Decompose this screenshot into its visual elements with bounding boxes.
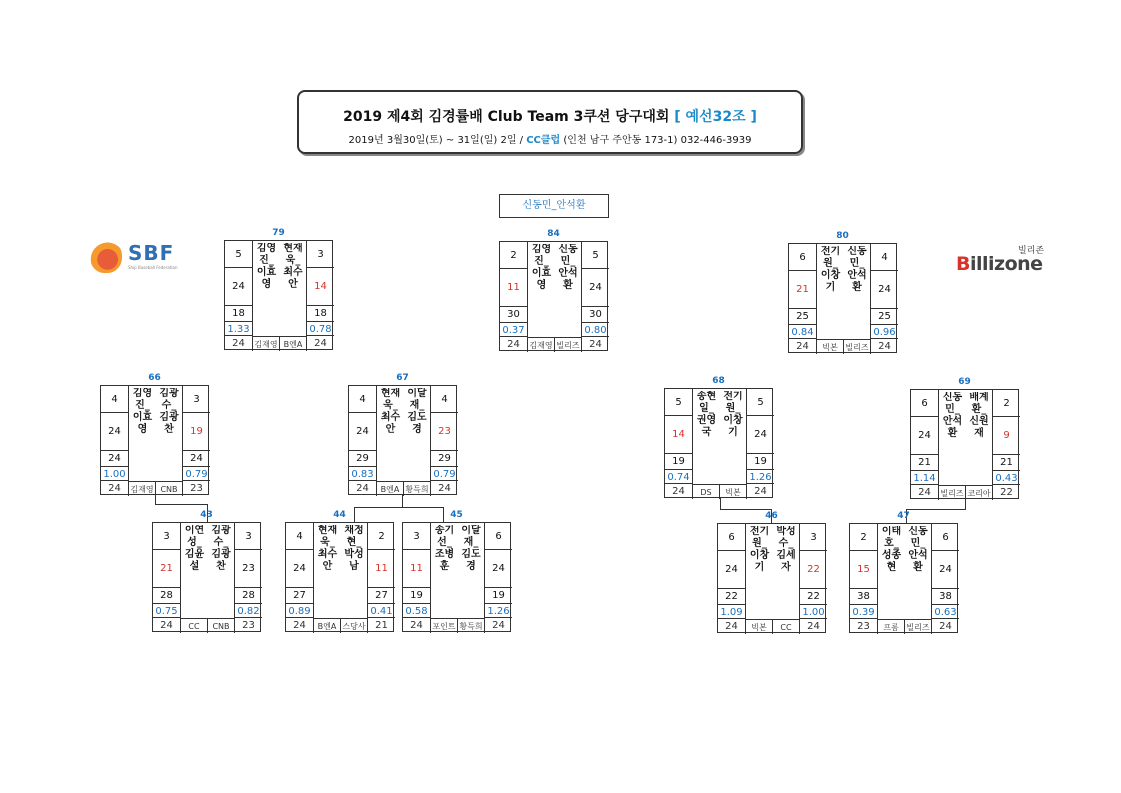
club-name: B엔A (377, 481, 404, 496)
innings: 27 (286, 588, 314, 603)
club-name: B엔A (280, 336, 306, 351)
score: 22 (799, 551, 827, 589)
seed-number: 6 (718, 524, 746, 551)
bracket-line (354, 507, 444, 508)
player-names: 전기원_이창기 (723, 391, 743, 438)
innings: 29 (349, 451, 377, 466)
tournament-info: 2019년 3월30일(토) ~ 31일(일) 2일 / CC클럽 (인천 남구 주안동 173-1) 032-446-3939 (348, 135, 752, 146)
score: 14 (665, 416, 693, 454)
average: 0.89 (286, 603, 314, 618)
match-number: 46 (765, 511, 778, 521)
target-score: 24 (931, 619, 959, 634)
innings: 19 (746, 454, 774, 469)
target-score: 21 (367, 618, 395, 633)
match-box (100, 385, 209, 495)
average: 0.75 (153, 603, 181, 618)
average: 0.80 (581, 322, 609, 337)
billizone-logo: 빌리존 Billizone (956, 246, 1045, 275)
average: 1.14 (911, 470, 939, 485)
match-number: 80 (836, 231, 849, 241)
target-score: 23 (182, 481, 210, 496)
seed-number: 4 (430, 386, 458, 413)
flame-icon (90, 239, 122, 273)
player-names: 이달재_김도경 (461, 525, 481, 572)
match-number: 45 (450, 510, 463, 520)
average: 1.09 (718, 604, 746, 619)
target-score: 24 (403, 618, 431, 633)
innings: 30 (581, 307, 609, 322)
target-score: 24 (581, 337, 609, 352)
score: 23 (430, 413, 458, 451)
average: 0.82 (234, 603, 262, 618)
average: 0.84 (789, 324, 817, 339)
target-score: 24 (225, 336, 253, 351)
club-name: 빌리즈 (555, 337, 581, 352)
target-score: 24 (789, 339, 817, 354)
match-number: 84 (547, 229, 560, 239)
score: 24 (911, 417, 939, 455)
club-name: CNB (208, 618, 234, 633)
billizone-b-icon: B (956, 253, 970, 275)
average: 0.78 (306, 321, 334, 336)
target-score: 23 (234, 618, 262, 633)
score: 24 (746, 416, 774, 454)
player-names: 현재욱_최수안 (380, 388, 401, 435)
player-names: 신동민_안석환 (908, 526, 928, 573)
target-score: 24 (349, 481, 377, 496)
seed-number: 2 (500, 242, 528, 269)
target-score: 24 (430, 481, 458, 496)
club-name: 프롬 (878, 619, 905, 634)
innings: 27 (367, 588, 395, 603)
innings: 21 (911, 455, 939, 470)
club-name: DS (693, 484, 720, 499)
sbf-logo: SBF Ship Baseball Federation (90, 237, 200, 277)
score: 24 (931, 551, 959, 589)
club-name: 빅본 (746, 619, 773, 634)
venue-name: CC클럽 (526, 135, 561, 146)
match-box (664, 388, 773, 498)
score: 24 (718, 551, 746, 589)
match-number: 68 (712, 376, 725, 386)
club-name: 포인트 (431, 618, 458, 633)
target-score: 24 (153, 618, 181, 633)
seed-number: 3 (799, 524, 827, 551)
seed-number: 6 (911, 390, 939, 417)
score: 19 (182, 413, 210, 451)
match-box (910, 389, 1019, 499)
average: 1.00 (101, 466, 129, 481)
score: 14 (306, 268, 334, 306)
score: 21 (789, 271, 817, 309)
seed-number: 3 (153, 523, 181, 550)
innings: 18 (306, 306, 334, 321)
seed-number: 5 (746, 389, 774, 416)
score: 24 (349, 413, 377, 451)
seed-number: 4 (286, 523, 314, 550)
player-names: 신동민_안석환 (558, 244, 578, 291)
match-box (717, 523, 826, 633)
average: 0.74 (665, 469, 693, 484)
target-score: 24 (484, 618, 512, 633)
match-number: 79 (272, 228, 285, 238)
target-score: 24 (911, 485, 939, 500)
score: 24 (484, 550, 512, 588)
score: 24 (286, 550, 314, 588)
innings: 25 (870, 309, 898, 324)
bracket-line (906, 509, 966, 510)
player-names: 신동민_안석환 (847, 246, 867, 293)
innings: 18 (225, 306, 253, 321)
player-names: 박성수_김세자 (776, 526, 796, 573)
average: 0.83 (349, 466, 377, 481)
player-names: 김광수_김광찬 (211, 525, 231, 572)
match-number: 47 (897, 511, 910, 521)
target-score: 22 (992, 485, 1020, 500)
club-name: CNB (156, 481, 182, 496)
group-label: [ 예선32조 ] (674, 109, 757, 125)
club-name: 빌리즈 (844, 339, 870, 354)
club-name: 김재영 (253, 336, 280, 351)
average: 0.79 (430, 466, 458, 481)
match-box (788, 243, 897, 353)
target-score: 24 (101, 481, 129, 496)
innings: 29 (430, 451, 458, 466)
seed-number: 3 (306, 241, 334, 268)
match-box (402, 522, 511, 632)
match-box (499, 241, 608, 351)
seed-number: 3 (403, 523, 431, 550)
target-score: 24 (718, 619, 746, 634)
average: 0.96 (870, 324, 898, 339)
average: 0.63 (931, 604, 959, 619)
seed-number: 6 (484, 523, 512, 550)
innings: 22 (799, 589, 827, 604)
player-names: 김영진_이효영 (531, 244, 552, 291)
club-name: CC (181, 618, 208, 633)
match-number: 66 (148, 373, 161, 383)
target-score: 23 (850, 619, 878, 634)
player-names: 김영진_이효영 (132, 388, 153, 435)
seed-number: 5 (665, 389, 693, 416)
bracket-line (155, 504, 207, 505)
average: 1.33 (225, 321, 253, 336)
target-score: 24 (500, 337, 528, 352)
seed-number: 3 (234, 523, 262, 550)
player-names: 채정현_박성남 (344, 525, 364, 572)
average: 0.43 (992, 470, 1020, 485)
average: 0.58 (403, 603, 431, 618)
average: 1.00 (799, 604, 827, 619)
champion-box: 신동민_안석환 (499, 194, 609, 218)
seed-number: 6 (931, 524, 959, 551)
score: 15 (850, 551, 878, 589)
seed-number: 4 (101, 386, 129, 413)
club-name: 빌리즈 (939, 485, 966, 500)
target-score: 24 (799, 619, 827, 634)
score: 23 (234, 550, 262, 588)
club-name: 스당사 (341, 618, 367, 633)
player-names: 이태호_성종현 (881, 526, 902, 573)
club-name: 황득희 (404, 481, 430, 496)
player-names: 배계환_신원재 (969, 392, 989, 439)
club-name: 김재영 (129, 481, 156, 496)
match-box (224, 240, 333, 350)
average: 0.79 (182, 466, 210, 481)
match-box (348, 385, 457, 495)
average: 0.41 (367, 603, 395, 618)
club-name: 빅본 (720, 484, 746, 499)
innings: 22 (718, 589, 746, 604)
innings: 24 (101, 451, 129, 466)
innings: 30 (500, 307, 528, 322)
score: 24 (225, 268, 253, 306)
innings: 25 (789, 309, 817, 324)
score: 11 (500, 269, 528, 307)
player-names: 현재욱_최수안 (317, 525, 338, 572)
seed-number: 6 (789, 244, 817, 271)
innings: 21 (992, 455, 1020, 470)
target-score: 24 (870, 339, 898, 354)
club-name: 빌리즈 (905, 619, 931, 634)
club-name: 황득희 (458, 618, 484, 633)
innings: 19 (484, 588, 512, 603)
club-name: B엔A (314, 618, 341, 633)
seed-number: 2 (367, 523, 395, 550)
player-names: 이연성_김윤설 (184, 525, 205, 572)
innings: 19 (403, 588, 431, 603)
seed-number: 4 (349, 386, 377, 413)
bracket-line (720, 509, 772, 510)
club-name: 코리아 (966, 485, 992, 500)
seed-number: 4 (870, 244, 898, 271)
seed-number: 5 (581, 242, 609, 269)
player-names: 신동민_안석환 (942, 392, 963, 439)
club-name: CC (773, 619, 799, 634)
match-number: 44 (333, 510, 346, 520)
innings: 38 (931, 589, 959, 604)
innings: 28 (153, 588, 181, 603)
average: 1.26 (484, 603, 512, 618)
seed-number: 2 (850, 524, 878, 551)
match-box (152, 522, 261, 632)
score: 24 (101, 413, 129, 451)
innings: 19 (665, 454, 693, 469)
average: 0.39 (850, 604, 878, 619)
score: 11 (403, 550, 431, 588)
club-name: 김재영 (528, 337, 555, 352)
average: 0.37 (500, 322, 528, 337)
tournament-header (297, 90, 803, 154)
player-names: 이달재_김도경 (407, 388, 427, 435)
match-number: 43 (200, 510, 213, 520)
player-names: 김광수_김광찬 (159, 388, 179, 435)
seed-number: 5 (225, 241, 253, 268)
innings: 38 (850, 589, 878, 604)
score: 21 (153, 550, 181, 588)
club-name: 빅본 (817, 339, 844, 354)
target-score: 24 (306, 336, 334, 351)
player-names: 송기선_조병훈 (434, 525, 455, 572)
match-box (285, 522, 394, 632)
score: 24 (581, 269, 609, 307)
average: 1.26 (746, 469, 774, 484)
player-names: 김영진_이효영 (256, 243, 277, 290)
target-score: 24 (286, 618, 314, 633)
match-box (849, 523, 958, 633)
player-names: 송현일_권영국 (696, 391, 717, 438)
tournament-title: 2019 제4회 김경률배 Club Team 3쿠션 당구대회 [ 예선32조 ] (343, 109, 757, 125)
player-names: 전기원_이창기 (820, 246, 841, 293)
target-score: 24 (746, 484, 774, 499)
score: 24 (870, 271, 898, 309)
match-number: 69 (958, 377, 971, 387)
score: 9 (992, 417, 1020, 455)
player-names: 현재욱_최수안 (283, 243, 303, 290)
player-names: 전기원_이창기 (749, 526, 770, 573)
match-number: 67 (396, 373, 409, 383)
seed-number: 2 (992, 390, 1020, 417)
target-score: 24 (665, 484, 693, 499)
score: 11 (367, 550, 395, 588)
seed-number: 3 (182, 386, 210, 413)
innings: 28 (234, 588, 262, 603)
innings: 24 (182, 451, 210, 466)
